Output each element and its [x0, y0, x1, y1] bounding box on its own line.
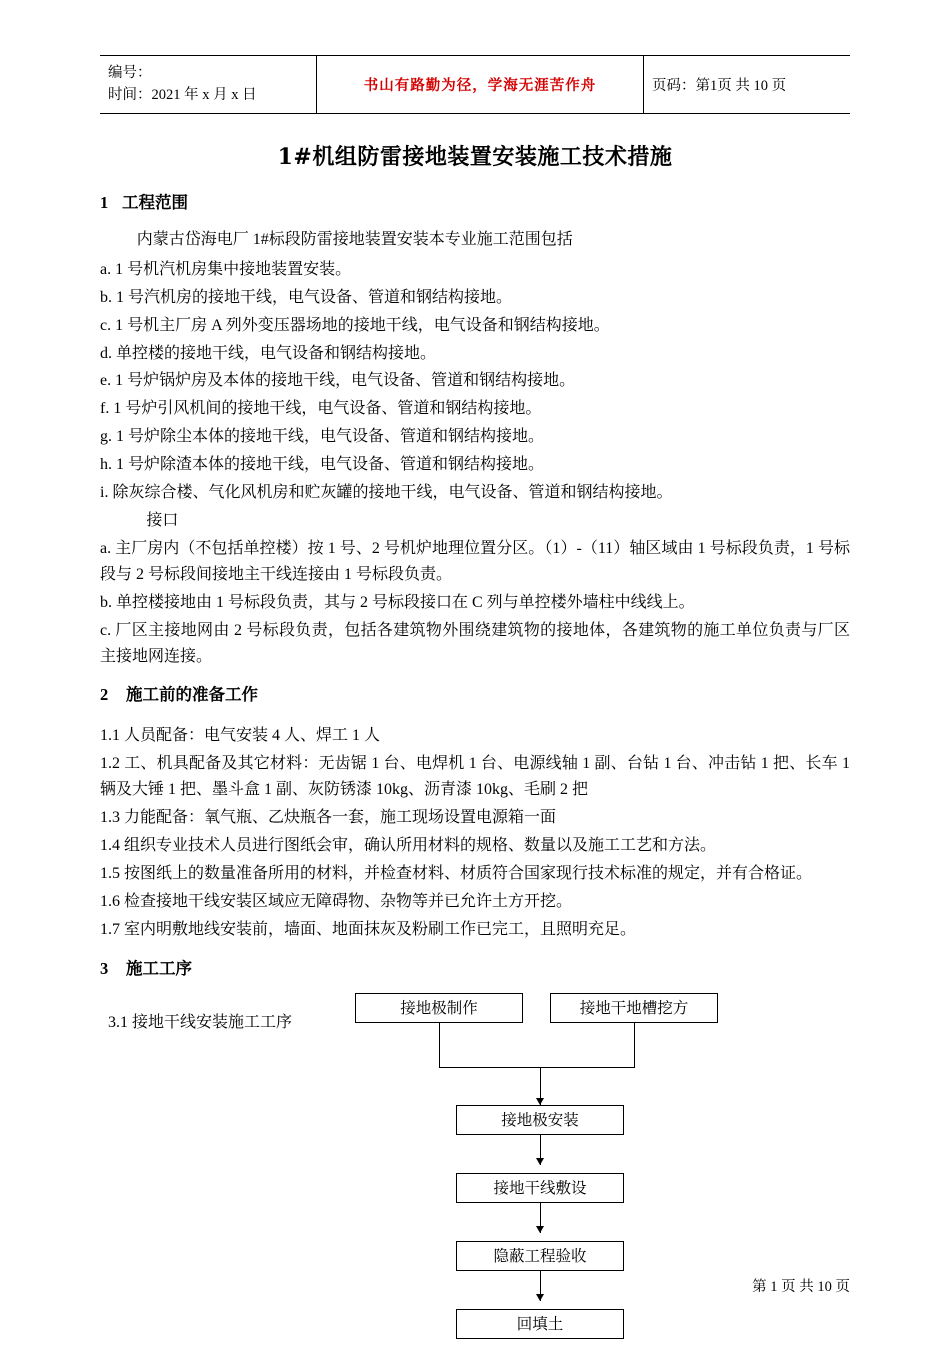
- header-page-number: 页码：第1页 共 10 页: [644, 56, 851, 114]
- flow-arrow: [536, 1158, 544, 1165]
- flow-node-trunk-line-laying: 接地干线敷设: [456, 1173, 624, 1203]
- page-footer: 第 1 页 共 10 页: [752, 1279, 850, 1295]
- section-number-1: 1: [100, 192, 109, 212]
- header-code-label: 编号：: [108, 65, 152, 81]
- section-heading-2: [100, 681, 850, 705]
- flow-connector: [634, 1023, 635, 1067]
- list-item: c. 1 号机主厂房 A 列外变压器场地的接地干线，电气设备和钢结构接地。: [100, 316, 610, 334]
- list-item: d. 单控楼的接地干线，电气设备和钢结构接地。: [100, 344, 437, 362]
- list-item: h. 1 号炉除渣本体的接地干线，电气设备、管道和钢结构接地。: [100, 456, 545, 474]
- flow-arrow: [536, 1226, 544, 1233]
- section-label-3: 施工工序: [126, 958, 192, 978]
- section-number-2: 2: [100, 685, 109, 705]
- flow-arrow: [536, 1098, 544, 1105]
- flow-node-ground-pole-install: 接地极安装: [456, 1105, 624, 1135]
- list-item: 1.4 组织专业技术人员进行图纸会审，确认所用材料的规格、数量以及施工工艺和方法。: [100, 837, 717, 855]
- list-item: 1.7 室内明敷地线安装前，墙面、地面抹灰及粉刷工作已完工，且照明充足。: [100, 920, 637, 938]
- page-header-table: [100, 55, 850, 114]
- list-item: 1.2 工、机具配备及其它材料：无齿锯 1 台、电焊机 1 台、电源线轴 1 副、台钻 1 台、冲击钻 1 把、长车 1 辆及大锤 1 把、墨斗盒 1 副、灰防锈漆 10kg、沥青漆 10kg、毛刷 2 把: [100, 755, 850, 799]
- list-item: b. 1 号汽机房的接地干线，电气设备、管道和钢结构接地。: [100, 288, 513, 306]
- section-label-1: 工程范围: [122, 192, 188, 212]
- flow-node-concealed-acceptance: 隐蔽工程验收: [456, 1241, 624, 1271]
- flow-arrow: [536, 1294, 544, 1301]
- flowchart: [100, 987, 850, 1347]
- flow-connector: [439, 1023, 440, 1067]
- section-number-3: 3: [100, 958, 109, 978]
- list-item: e. 1 号炉锅炉房及本体的接地干线，电气设备、管道和钢结构接地。: [100, 372, 576, 390]
- list-item: b. 单控楼接地由 1 号标段负责，其与 2 号标段接口在 C 列与单控楼外墙柱中线线上。: [100, 593, 695, 611]
- list-item: a. 1 号机汽机房集中接地装置安装。: [100, 260, 352, 278]
- flow-node-ground-pole-fabrication: 接地极制作: [355, 993, 523, 1023]
- list-item: f. 1 号炉引风机间的接地干线，电气设备、管道和钢结构接地。: [100, 400, 542, 418]
- list-item: g. 1 号炉除尘本体的接地干线，电气设备、管道和钢结构接地。: [100, 428, 545, 446]
- list-item: a. 主厂房内（不包括单控楼）按 1 号、2 号机炉地理位置分区。（1）-（11）轴区域由 1 号标段负责，1 号标段与 2 号标段间接地主干线连接由 1 号标段负责。: [100, 539, 850, 583]
- list-item: 1.1 人员配备：电气安装 4 人、焊工 1 人: [100, 727, 381, 745]
- header-slogan: 书山有路勤为径，学海无涯苦作舟: [363, 76, 597, 94]
- section-heading-3: [100, 955, 850, 979]
- list-item: 1.6 检查接地干线安装区域应无障碍物、杂物等并已允许土方开挖。: [100, 892, 573, 910]
- flowchart-caption: 3.1 接地干线安装施工工序: [108, 1013, 293, 1031]
- flow-node-backfill: 回填土: [456, 1309, 624, 1339]
- spacer: [100, 713, 850, 723]
- flow-connector: [439, 1067, 635, 1068]
- header-date-label: 时间：2021 年 x 月 x 日: [108, 87, 257, 104]
- interface-label: 接口: [146, 512, 179, 529]
- list-item: 1.3 力能配备：氧气瓶、乙炔瓶各一套，施工现场设置电源箱一面: [100, 809, 557, 827]
- header-left-cell: [100, 56, 317, 114]
- list-item: c. 厂区主接地网由 2 号标段负责，包括各建筑物外围绕建筑物的接地体，各建筑物的施工单位负责与厂区主接地网连接。: [100, 621, 850, 665]
- section-heading-1: [100, 189, 850, 213]
- page-title: 1#机组防雷接地装置安装施工技术措施: [277, 143, 673, 170]
- section-label-2: 施工前的准备工作: [126, 685, 258, 705]
- list-item: 1.5 按图纸上的数量准备所用的材料，并检查材料、材质符合国家现行技术标准的规定，并有合格证。: [100, 864, 813, 882]
- scope-intro: 内蒙古岱海电厂 1#标段防雷接地装置安装本专业施工范围包括: [136, 230, 573, 248]
- list-item: i. 除灰综合楼、气化风机房和贮灰罐的接地干线，电气设备、管道和钢结构接地。: [100, 484, 673, 502]
- flow-node-trench-excavation: 接地干地槽挖方: [550, 993, 718, 1023]
